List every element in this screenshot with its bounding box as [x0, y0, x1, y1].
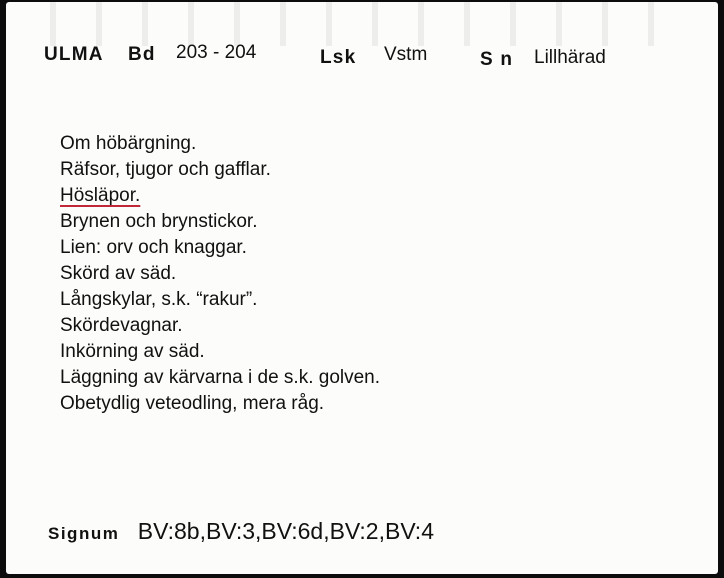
topic-line: Skörd av säd.	[60, 263, 177, 284]
bd-label: Bd	[128, 44, 156, 65]
topic-line: Lien: orv och knaggar.	[60, 237, 247, 258]
topic-line: Om höbärgning.	[60, 133, 197, 154]
bd-value: 203 - 204	[176, 42, 257, 63]
topic-line: Skördevagnar.	[60, 315, 183, 336]
lsk-value: Vstm	[384, 44, 428, 65]
topic-line: Långskylar, s.k. “rakur”.	[60, 289, 258, 310]
lsk-label: Lsk	[320, 47, 357, 68]
card-header	[44, 42, 684, 72]
signum-row	[48, 518, 434, 545]
archive-card	[6, 2, 718, 574]
topic-line: Läggning av kärvarna i de s.k. golven.	[60, 367, 381, 388]
ulma-label: ULMA	[44, 44, 104, 65]
sn-value: Lillhärad	[534, 47, 606, 68]
topic-line: Obetydlig veteodling, mera råg.	[60, 393, 325, 414]
topic-line: Räfsor, tjugor och gafflar.	[60, 159, 271, 180]
topic-line: Inkörning av säd.	[60, 341, 205, 362]
topic-line-underlined: Hösläpor.	[60, 185, 141, 206]
sn-label: S n	[480, 49, 514, 70]
signum-label: Signum	[48, 524, 120, 543]
topic-list	[60, 131, 380, 417]
bleed-through-shadow	[26, 2, 666, 46]
topic-line: Brynen och brynstickor.	[60, 211, 258, 232]
signum-value: BV:8b,BV:3,BV:6d,BV:2,BV:4	[137, 518, 434, 544]
